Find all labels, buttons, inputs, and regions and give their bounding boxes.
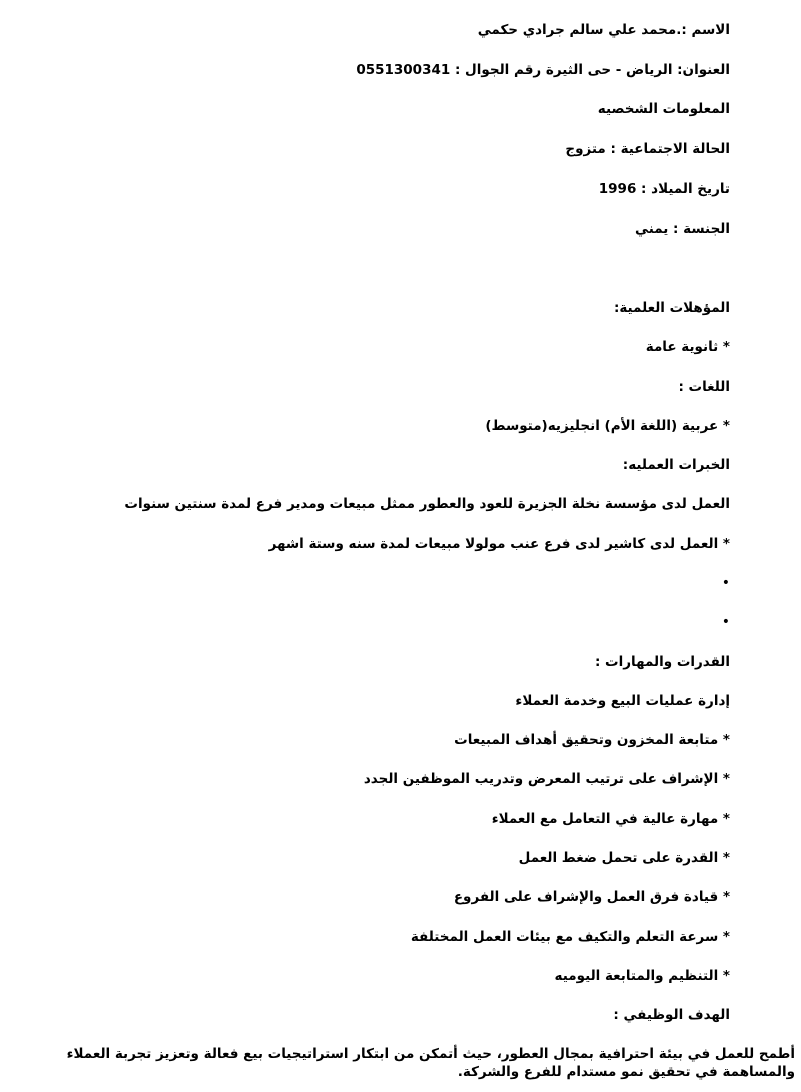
skills-heading: القدرات والمهارات :	[594, 654, 730, 670]
languages-heading: اللغات :	[678, 379, 730, 395]
skill-item: إدارة عمليات البيع وخدمة العملاء	[515, 693, 730, 709]
empty-bullet: •	[721, 575, 730, 591]
qualification-item: * ثانوية عامة	[645, 339, 730, 355]
skill-item: * مهارة عالية في التعامل مع العملاء	[491, 811, 730, 827]
marital-status: الحالة الاجتماعية : متزوج	[565, 141, 730, 157]
nationality: الجنسة : يمني	[635, 221, 730, 237]
experience-heading: الخبرات العمليه:	[622, 457, 730, 473]
skill-item: * متابعة المخزون وتحقيق أهداف المبيعات	[454, 732, 730, 748]
skill-item: * قيادة فرق العمل والإشراف على الفروع	[453, 889, 730, 905]
objective-text: أطمح للعمل في بيئة احترافية بمجال العطور، حيث أتمكن من ابتكار استراتيجيات بيع فعالة وتعزيز تجربة العملاء والمساهمة في تحقيق نمو مستدام للفرع والشركة.	[66, 1046, 795, 1080]
experience-item: * العمل لدى كاشير لدى فرع عنب مولولا مبيعات لمدة سنه وستة اشهر	[268, 536, 730, 552]
address-line: العنوان: الرياض - حى الثيرة رقم الجوال : 0551300341	[356, 62, 730, 78]
skill-item: * الإشراف على ترتيب المعرض وتدريب الموظفين الجدد	[363, 771, 730, 787]
personal-info-heading: المعلومات الشخصيه	[597, 101, 730, 117]
skill-item: * القدرة على تحمل ضغط العمل	[518, 850, 730, 866]
skill-item: * سرعة التعلم والتكيف مع بيئات العمل المختلفة	[410, 929, 730, 945]
objective-heading: الهدف الوظيفي :	[613, 1007, 730, 1023]
birth-date: تاريخ الميلاد : 1996	[598, 181, 730, 197]
name-line: الاسم :.محمد علي سالم جرادي حكمي	[477, 22, 730, 38]
qualifications-heading: المؤهلات العلمية:	[613, 300, 730, 316]
skill-item: * التنظيم والمتابعة اليوميه	[554, 968, 730, 984]
empty-bullet: •	[721, 614, 730, 630]
languages-item: * عربية (اللغة الأم) انجليزيه(متوسط)	[485, 418, 730, 434]
experience-item: العمل لدى مؤسسة نخلة الجزيرة للعود والعطور ممثل مبيعات ومدير فرع لمدة سنتين سنوات	[124, 496, 730, 512]
